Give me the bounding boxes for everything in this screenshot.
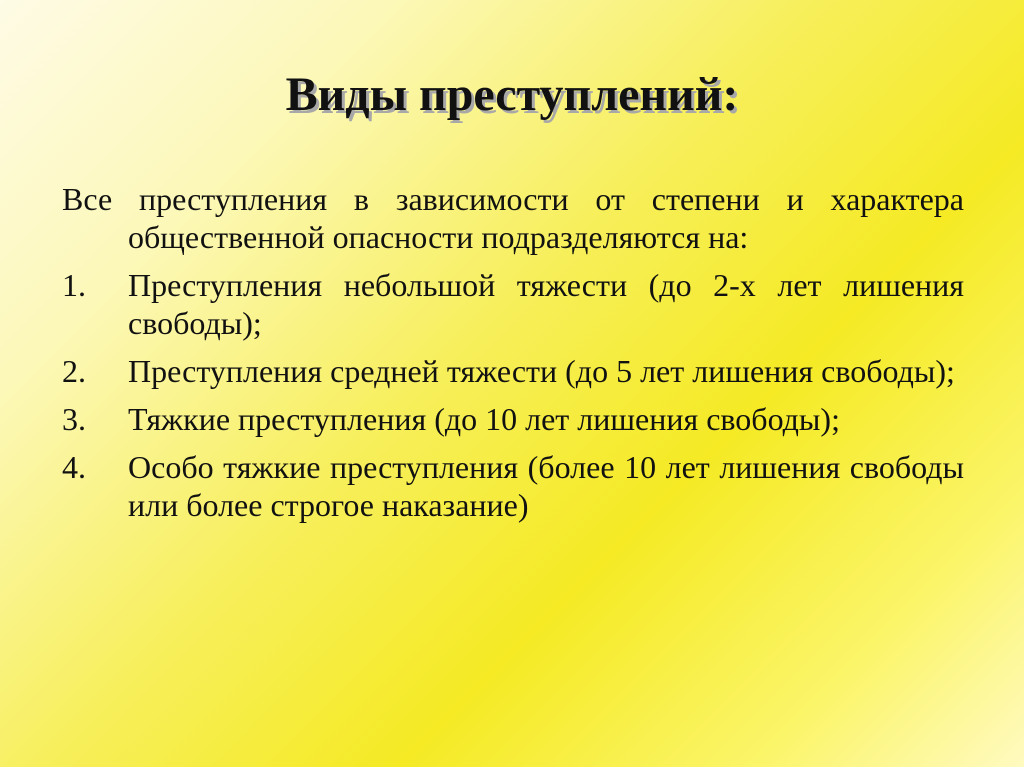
list-item-text: Преступления средней тяжести (до 5 лет лишения свободы);	[128, 353, 955, 389]
list-item-number: 3.	[62, 401, 86, 437]
intro-lead: Все	[62, 181, 113, 217]
list-item	[62, 400, 964, 438]
list-item	[62, 352, 964, 390]
list-item-number: 4.	[62, 449, 86, 485]
slide-title: Виды преступлений:	[285, 68, 739, 121]
list-item-text: Тяжкие преступления (до 10 лет лишения свободы);	[128, 401, 840, 437]
list-item-text: Особо тяжкие преступления (более 10 лет лишения свободы или более строгое наказание)	[128, 449, 964, 523]
list-item	[62, 266, 964, 342]
list-item	[62, 448, 964, 524]
list-item-number: 2.	[62, 353, 86, 389]
slide-body	[62, 180, 964, 534]
intro-rest: преступления в зависимости от степени и характера общественной опасности подразделяются на:	[112, 181, 964, 255]
list-item-number: 1.	[62, 267, 86, 303]
list-item-text: Преступления небольшой тяжести (до 2-х лет лишения свободы);	[128, 267, 964, 341]
intro-paragraph	[62, 180, 964, 256]
